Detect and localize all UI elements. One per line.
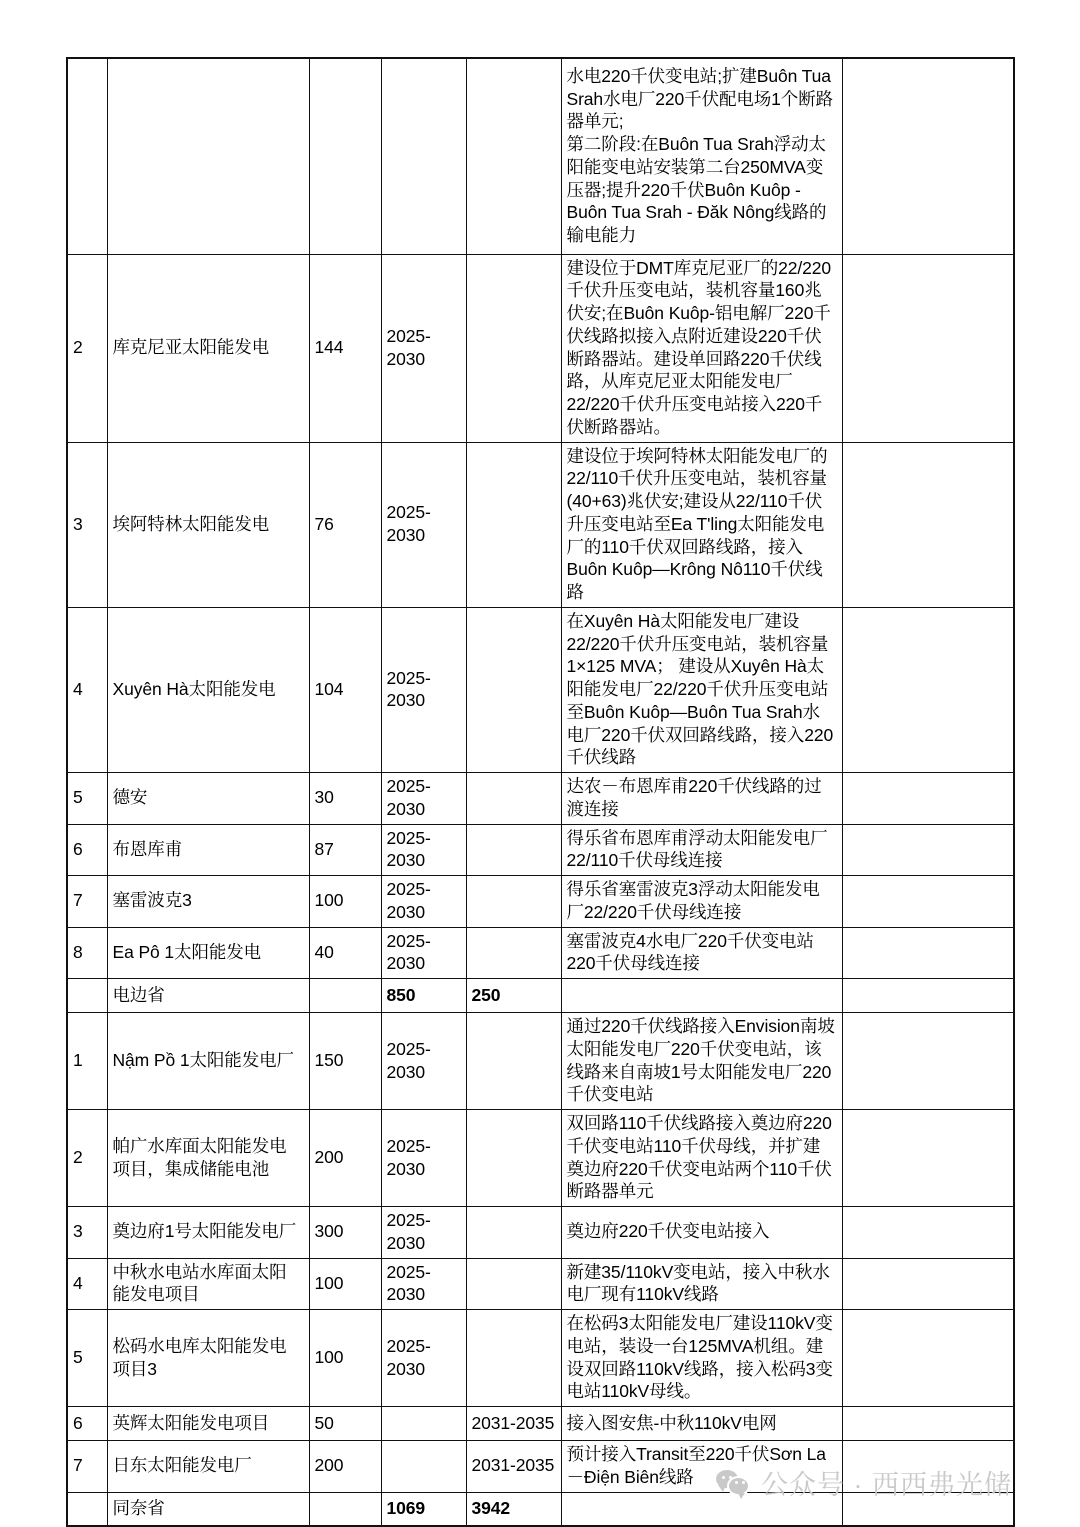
capacity-cell: 144 xyxy=(309,254,381,442)
wechat-icon xyxy=(716,1469,750,1497)
table-row xyxy=(67,773,1014,825)
row-index-cell xyxy=(67,979,107,1013)
period-alt-cell xyxy=(466,876,561,928)
notes-cell xyxy=(842,1110,1014,1207)
notes-cell xyxy=(842,442,1014,607)
capacity-cell: 300 xyxy=(309,1207,381,1259)
capacity-cell: 200 xyxy=(309,1441,381,1493)
period-alt-cell: 250 xyxy=(466,979,561,1013)
project-name-cell: 日东太阳能发电厂 xyxy=(107,1441,309,1493)
period-alt-cell xyxy=(466,442,561,607)
period-alt-cell xyxy=(466,824,561,876)
table-row xyxy=(67,1110,1014,1207)
period-alt-cell xyxy=(466,1310,561,1407)
description-cell: 新建35/110kV变电站，接入中秋水电厂现有110kV线路 xyxy=(561,1258,842,1310)
period-cell: 2025-2030 xyxy=(381,927,466,979)
project-name-cell: Xuyên Hà太阳能发电 xyxy=(107,607,309,772)
project-name-cell: 奠边府1号太阳能发电厂 xyxy=(107,1207,309,1259)
row-index-cell: 5 xyxy=(67,773,107,825)
table-body xyxy=(67,58,1014,1526)
period-cell: 2025-2030 xyxy=(381,1310,466,1407)
row-index-cell xyxy=(67,58,107,254)
capacity-cell: 104 xyxy=(309,607,381,772)
period-alt-cell xyxy=(466,773,561,825)
period-cell xyxy=(381,58,466,254)
notes-cell xyxy=(842,1407,1014,1441)
period-cell: 2025-2030 xyxy=(381,442,466,607)
project-name-cell: 松码水电库太阳能发电项目3 xyxy=(107,1310,309,1407)
project-name-cell: 同奈省 xyxy=(107,1492,309,1526)
project-name-cell: Ea Pô 1太阳能发电 xyxy=(107,927,309,979)
description-cell: 水电220千伏变电站;扩建Buôn Tua Srah水电厂220千伏配电场1个断路器单元; 第二阶段:在Buôn Tua Srah浮动太阳能变电站安装第二台250MVA变压器;提升220千伏Buôn Kuôp - Buôn Tua Srah - Đăk Nông线路的输电能力 xyxy=(561,58,842,254)
watermark-text: 公众号 · 西西弗光储 xyxy=(761,1470,1012,1500)
row-index-cell xyxy=(67,1492,107,1526)
period-cell: 2025-2030 xyxy=(381,1258,466,1310)
period-alt-cell: 3942 xyxy=(466,1492,561,1526)
capacity-cell: 100 xyxy=(309,1310,381,1407)
table-row xyxy=(67,1207,1014,1259)
period-alt-cell xyxy=(466,1110,561,1207)
period-alt-cell xyxy=(466,254,561,442)
notes-cell xyxy=(842,1258,1014,1310)
period-cell: 2025-2030 xyxy=(381,773,466,825)
description-cell: 得乐省布恩库甫浮动太阳能发电厂22/110千伏母线连接 xyxy=(561,824,842,876)
row-index-cell: 3 xyxy=(67,1207,107,1259)
project-name-cell: 埃阿特林太阳能发电 xyxy=(107,442,309,607)
table-row xyxy=(67,824,1014,876)
project-name-cell xyxy=(107,58,309,254)
row-index-cell: 4 xyxy=(67,1258,107,1310)
notes-cell xyxy=(842,1207,1014,1259)
row-index-cell: 2 xyxy=(67,1110,107,1207)
table-row xyxy=(67,442,1014,607)
notes-cell xyxy=(842,254,1014,442)
projects-table xyxy=(66,57,1015,1527)
table-row xyxy=(67,1013,1014,1110)
table-row xyxy=(67,876,1014,928)
row-index-cell: 7 xyxy=(67,1441,107,1493)
project-name-cell: 电边省 xyxy=(107,979,309,1013)
period-alt-cell xyxy=(466,58,561,254)
description-cell: 达农－布恩库甫220千伏线路的过渡连接 xyxy=(561,773,842,825)
period-cell xyxy=(381,1441,466,1493)
capacity-cell xyxy=(309,1492,381,1526)
notes-cell xyxy=(842,607,1014,772)
period-cell: 850 xyxy=(381,979,466,1013)
row-index-cell: 6 xyxy=(67,824,107,876)
table-row xyxy=(67,1310,1014,1407)
capacity-cell: 40 xyxy=(309,927,381,979)
period-alt-cell: 2031-2035 xyxy=(466,1407,561,1441)
period-alt-cell xyxy=(466,1013,561,1110)
row-index-cell: 2 xyxy=(67,254,107,442)
period-cell xyxy=(381,1407,466,1441)
period-cell: 2025-2030 xyxy=(381,824,466,876)
table-row xyxy=(67,1258,1014,1310)
row-index-cell: 4 xyxy=(67,607,107,772)
period-cell: 2025-2030 xyxy=(381,254,466,442)
row-index-cell: 8 xyxy=(67,927,107,979)
project-name-cell: 英辉太阳能发电项目 xyxy=(107,1407,309,1441)
table-row xyxy=(67,927,1014,979)
table-row xyxy=(67,607,1014,772)
project-name-cell: 布恩库甫 xyxy=(107,824,309,876)
notes-cell xyxy=(842,824,1014,876)
row-index-cell: 6 xyxy=(67,1407,107,1441)
period-alt-cell xyxy=(466,1258,561,1310)
period-cell: 2025-2030 xyxy=(381,1110,466,1207)
description-cell: 双回路110千伏线路接入奠边府220千伏变电站110千伏母线，并扩建奠边府220千伏变电站两个110千伏断路器单元 xyxy=(561,1110,842,1207)
table-row xyxy=(67,254,1014,442)
period-cell: 2025-2030 xyxy=(381,607,466,772)
description-cell xyxy=(561,979,842,1013)
capacity-cell: 200 xyxy=(309,1110,381,1207)
notes-cell xyxy=(842,1310,1014,1407)
notes-cell xyxy=(842,979,1014,1013)
period-cell: 2025-2030 xyxy=(381,876,466,928)
notes-cell xyxy=(842,1013,1014,1110)
capacity-cell xyxy=(309,58,381,254)
project-name-cell: 塞雷波克3 xyxy=(107,876,309,928)
project-name-cell: Nậm Pồ 1太阳能发电厂 xyxy=(107,1013,309,1110)
period-cell: 2025-2030 xyxy=(381,1013,466,1110)
capacity-cell: 50 xyxy=(309,1407,381,1441)
description-cell: 在Xuyên Hà太阳能发电厂建设22/220千伏升压变电站，装机容量1×125 MVA； 建设从Xuyên Hà太阳能发电厂22/220千伏升压变电站至Buôn Kuôp—Buôn Tua Srah水电厂220千伏双回路线路，接入220千伏线路 xyxy=(561,607,842,772)
capacity-cell xyxy=(309,979,381,1013)
watermark xyxy=(716,1463,1012,1502)
capacity-cell: 150 xyxy=(309,1013,381,1110)
description-cell: 塞雷波克4水电厂220千伏变电站220千伏母线连接 xyxy=(561,927,842,979)
description-cell: 奠边府220千伏变电站接入 xyxy=(561,1207,842,1259)
project-name-cell: 德安 xyxy=(107,773,309,825)
table-container xyxy=(66,57,1013,1527)
period-alt-cell xyxy=(466,927,561,979)
description-cell: 建设位于DMT库克尼亚厂的22/220千伏升压变电站，装机容量160兆伏安;在Buôn Kuôp-铝电解厂220千伏线路拟接入点附近建设220千伏断路器站。建设单回路220千伏线路，从库克尼亚太阳能发电厂22/220千伏升压变电站接入220千伏断路器站。 xyxy=(561,254,842,442)
row-index-cell: 3 xyxy=(67,442,107,607)
project-name-cell: 库克尼亚太阳能发电 xyxy=(107,254,309,442)
table-row xyxy=(67,1407,1014,1441)
project-name-cell: 帕广水库面太阳能发电项目，集成储能电池 xyxy=(107,1110,309,1207)
notes-cell xyxy=(842,876,1014,928)
period-alt-cell xyxy=(466,1207,561,1259)
capacity-cell: 100 xyxy=(309,1258,381,1310)
capacity-cell: 87 xyxy=(309,824,381,876)
description-cell: 建设位于埃阿特林太阳能发电厂的22/110千伏升压变电站，装机容量(40+63)兆伏安;建设从22/110千伏升压变电站至Ea T'ling太阳能发电厂的110千伏双回路线路，接入Buôn Kuôp—Krông Nô110千伏线路 xyxy=(561,442,842,607)
period-cell: 2025-2030 xyxy=(381,1207,466,1259)
description-cell: 接入图安焦-中秋110kV电网 xyxy=(561,1407,842,1441)
description-cell: 通过220千伏线路接入Envision南坡太阳能发电厂220千伏变电站，该线路来自南坡1号太阳能发电厂220千伏变电站 xyxy=(561,1013,842,1110)
description-cell: 预计接入Transit至220千伏Sơn La－Điện Biên线路 xyxy=(561,1441,842,1493)
period-cell: 1069 xyxy=(381,1492,466,1526)
table-row xyxy=(67,979,1014,1013)
row-index-cell: 1 xyxy=(67,1013,107,1110)
period-alt-cell xyxy=(466,607,561,772)
row-index-cell: 5 xyxy=(67,1310,107,1407)
project-name-cell: 中秋水电站水库面太阳能发电项目 xyxy=(107,1258,309,1310)
notes-cell xyxy=(842,927,1014,979)
period-alt-cell: 2031-2035 xyxy=(466,1441,561,1493)
table-row xyxy=(67,58,1014,254)
row-index-cell: 7 xyxy=(67,876,107,928)
notes-cell xyxy=(842,773,1014,825)
description-cell: 在松码3太阳能发电厂建设110kV变电站，装设一台125MVA机组。建设双回路110kV线路，接入松码3变电站110kV母线。 xyxy=(561,1310,842,1407)
capacity-cell: 76 xyxy=(309,442,381,607)
capacity-cell: 100 xyxy=(309,876,381,928)
description-cell: 得乐省塞雷波克3浮动太阳能发电厂22/220千伏母线连接 xyxy=(561,876,842,928)
capacity-cell: 30 xyxy=(309,773,381,825)
notes-cell xyxy=(842,58,1014,254)
